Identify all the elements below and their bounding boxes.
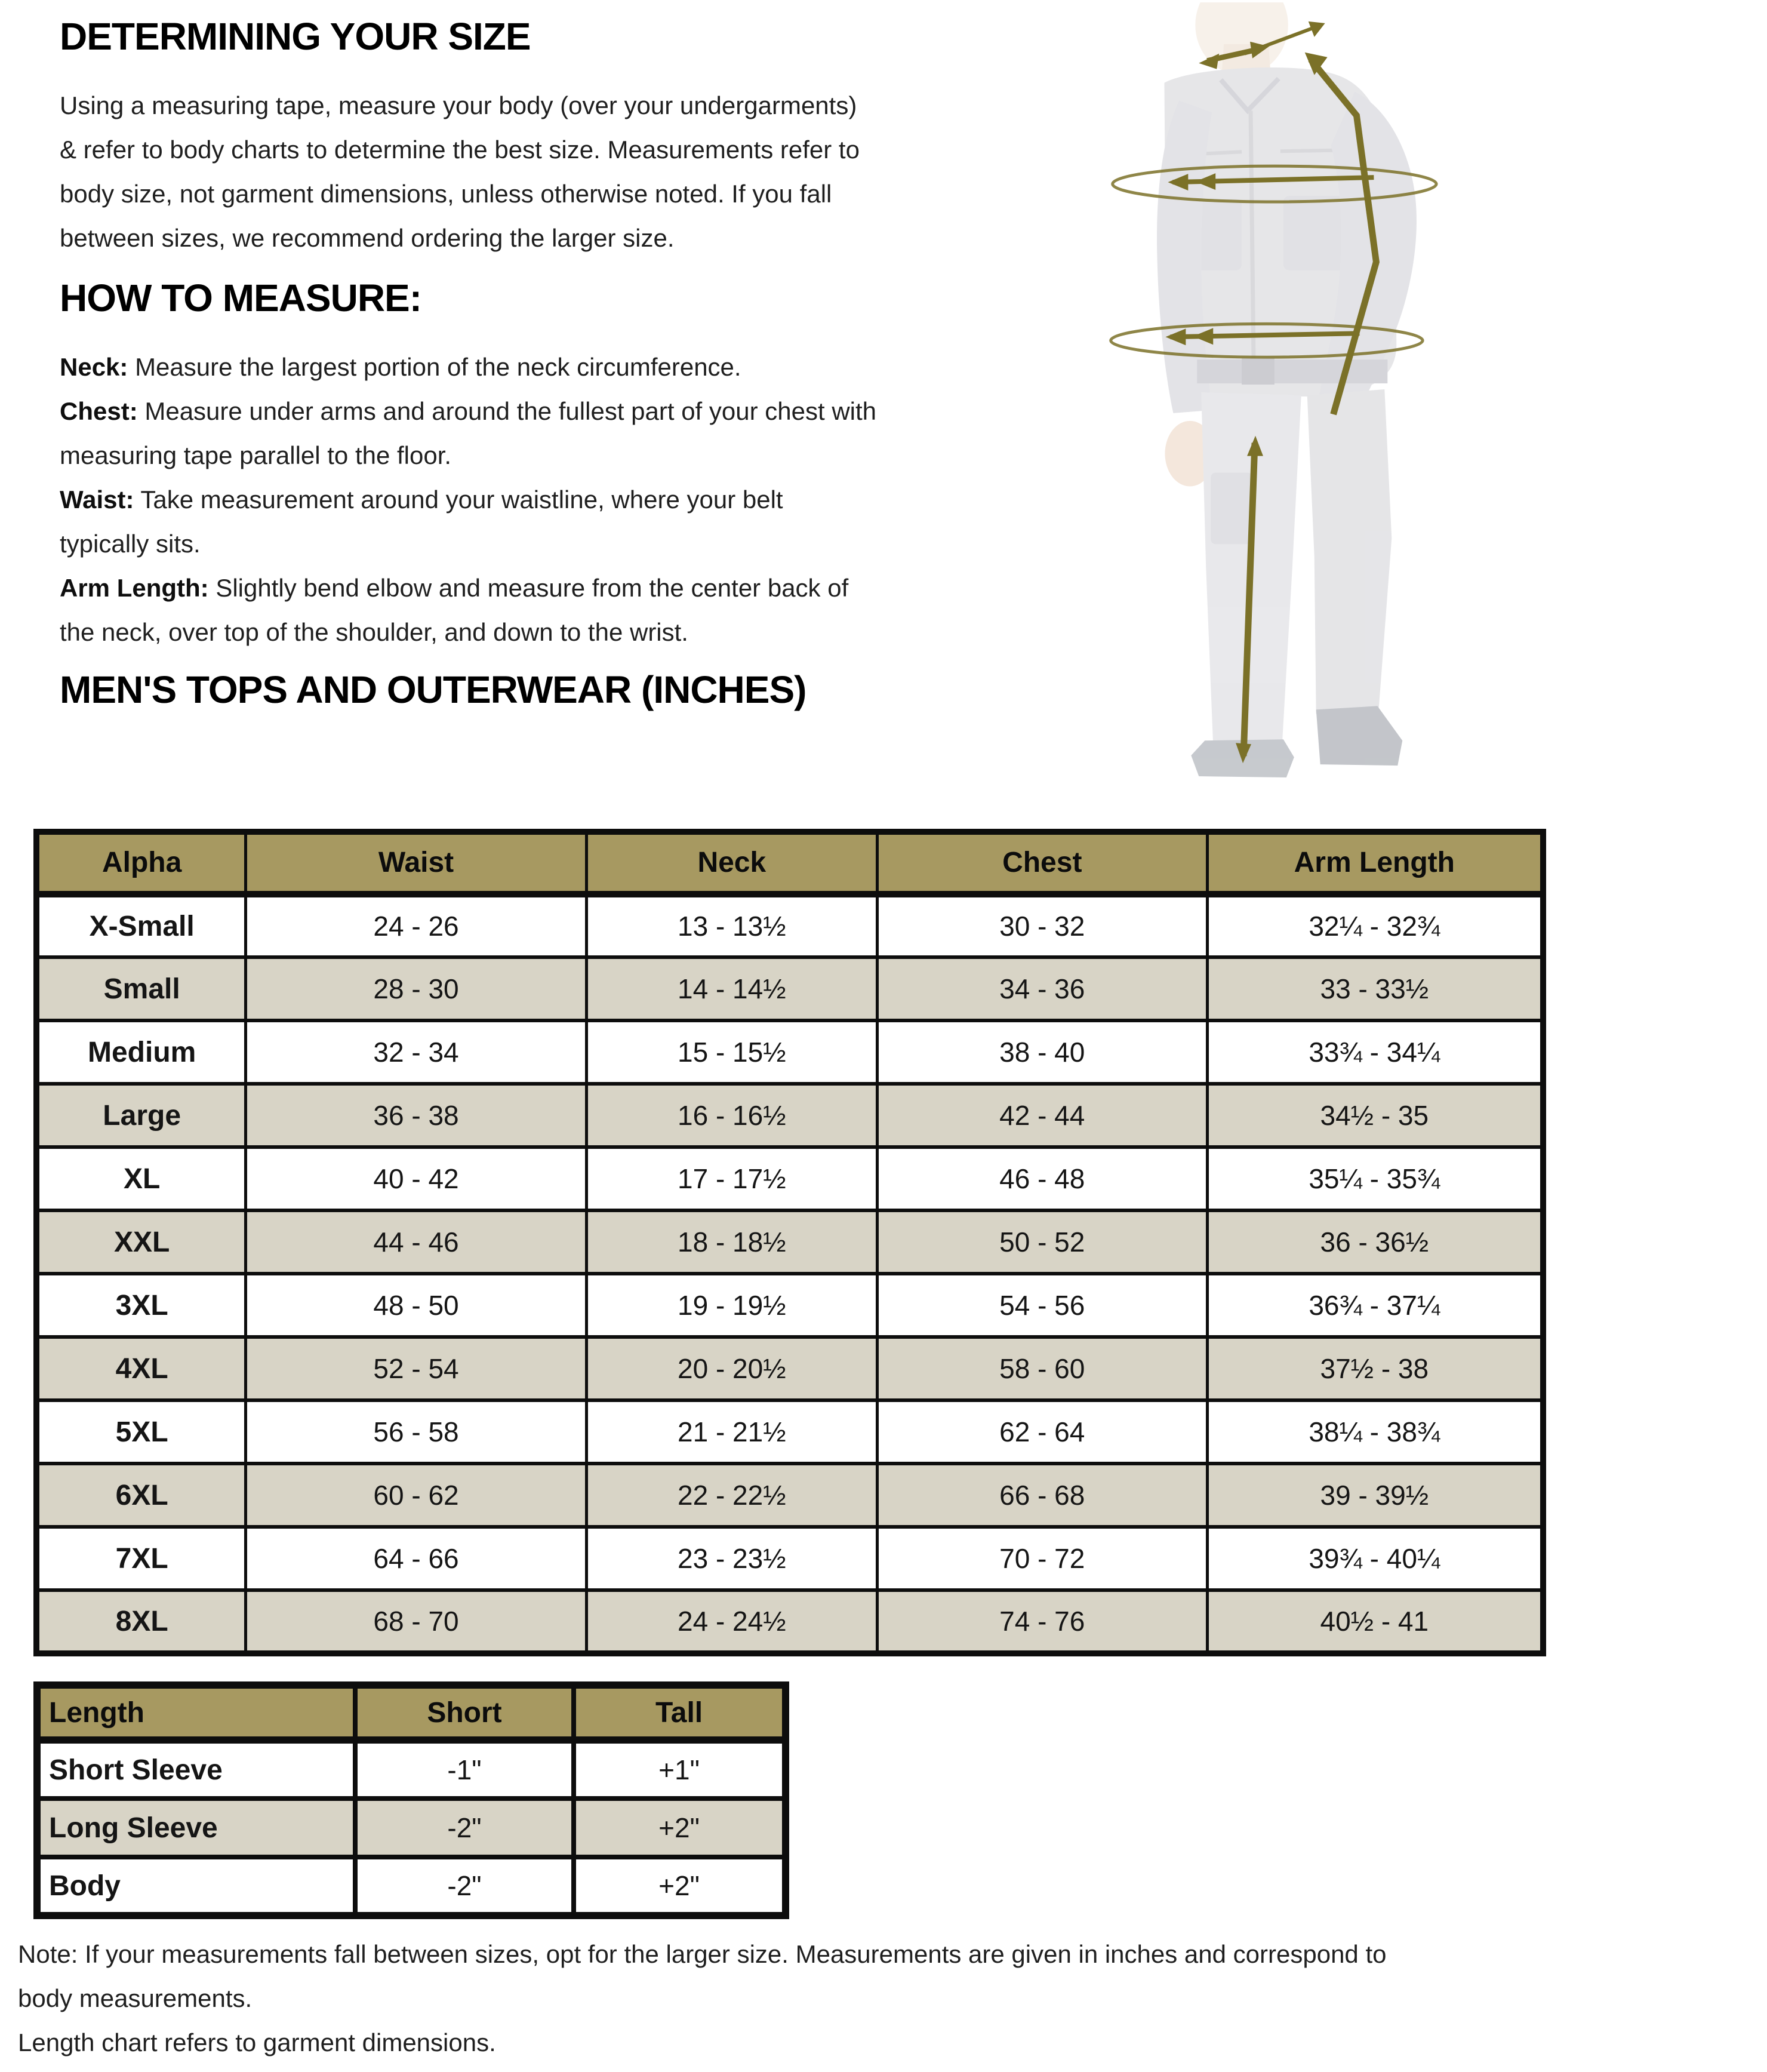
value-cell: 44 - 46 — [246, 1210, 586, 1274]
value-cell: 30 - 32 — [877, 894, 1207, 957]
value-cell: 38¼ - 38¾ — [1207, 1400, 1543, 1464]
value-cell: 14 - 14½ — [586, 957, 877, 1020]
value-cell: 39 - 39½ — [1207, 1464, 1543, 1527]
bottom-note — [18, 1932, 1387, 2065]
column-header: Neck — [586, 832, 877, 894]
value-cell: 24 - 24½ — [586, 1590, 877, 1653]
column-header: Waist — [246, 832, 586, 894]
value-cell: 20 - 20½ — [586, 1337, 877, 1400]
how-to-measure-title: HOW TO MEASURE: — [60, 276, 422, 319]
length-adjustment-table — [33, 1681, 789, 1919]
value-cell: 39¾ - 40¼ — [1207, 1527, 1543, 1590]
value-cell: +1" — [574, 1740, 786, 1799]
text-line: & refer to body charts to determine the best size. Measurements refer to — [60, 136, 860, 164]
text-line: Waist: Take measurement around your waistline, where your belt — [60, 485, 783, 514]
table-row — [36, 1084, 1543, 1147]
page-title: DETERMINING YOUR SIZE — [60, 15, 531, 58]
value-cell: 36¾ - 37¼ — [1207, 1274, 1543, 1337]
value-cell: 28 - 30 — [246, 957, 586, 1020]
column-header: Arm Length — [1207, 832, 1543, 894]
table-row — [36, 957, 1543, 1020]
value-cell: 34½ - 35 — [1207, 1084, 1543, 1147]
row-label-cell: 8XL — [36, 1590, 246, 1653]
row-label-cell: 3XL — [36, 1274, 246, 1337]
value-cell: 21 - 21½ — [586, 1400, 877, 1464]
table-row — [36, 1464, 1543, 1527]
text-line: body size, not garment dimensions, unless otherwise noted. If you fall — [60, 180, 832, 208]
row-label-cell: Long Sleeve — [37, 1799, 355, 1857]
value-cell: 64 - 66 — [246, 1527, 586, 1590]
table-row — [36, 1400, 1543, 1464]
value-cell: 52 - 54 — [246, 1337, 586, 1400]
table-row — [37, 1799, 786, 1857]
value-cell: 22 - 22½ — [586, 1464, 877, 1527]
value-cell: 40 - 42 — [246, 1147, 586, 1210]
value-cell: 46 - 48 — [877, 1147, 1207, 1210]
row-label-cell: 7XL — [36, 1527, 246, 1590]
text-line: Neck: Measure the largest portion of the neck circumference. — [60, 353, 741, 381]
mannequin-silhouette — [1157, 2, 1417, 777]
value-cell: 15 - 15½ — [586, 1020, 877, 1084]
row-label-cell: XL — [36, 1147, 246, 1210]
value-cell: 34 - 36 — [877, 957, 1207, 1020]
mens-tops-size-table — [33, 829, 1546, 1656]
value-cell: -2" — [355, 1799, 574, 1857]
text-line: Note: If your measurements fall between sizes, opt for the larger size. Measurements are given in inches and correspond to — [18, 1940, 1387, 1968]
text-line: body measurements. — [18, 1984, 253, 2012]
table-row — [36, 894, 1543, 957]
column-header: Short — [355, 1685, 574, 1740]
value-cell: 32¼ - 32¾ — [1207, 894, 1543, 957]
row-label-cell: Short Sleeve — [37, 1740, 355, 1799]
value-cell: 48 - 50 — [246, 1274, 586, 1337]
row-label-cell: Body — [37, 1857, 355, 1916]
value-cell: 56 - 58 — [246, 1400, 586, 1464]
text-line: the neck, over top of the shoulder, and down to the wrist. — [60, 618, 688, 646]
value-cell: 18 - 18½ — [586, 1210, 877, 1274]
row-label-cell: Small — [36, 957, 246, 1020]
value-cell: 70 - 72 — [877, 1527, 1207, 1590]
row-label-cell: XXL — [36, 1210, 246, 1274]
row-label-cell: 5XL — [36, 1400, 246, 1464]
value-cell: +2" — [574, 1799, 786, 1857]
value-cell: -2" — [355, 1857, 574, 1916]
value-cell: 13 - 13½ — [586, 894, 877, 957]
table-row — [36, 1147, 1543, 1210]
row-label-cell: 6XL — [36, 1464, 246, 1527]
measurement-figure-image — [1045, 2, 1463, 782]
value-cell: 60 - 62 — [246, 1464, 586, 1527]
text-line: Using a measuring tape, measure your body (over your undergarments) — [60, 91, 857, 119]
value-cell: 66 - 68 — [877, 1464, 1207, 1527]
text-line: Arm Length: Slightly bend elbow and measure from the center back of — [60, 574, 849, 602]
length-table-body — [37, 1740, 786, 1916]
value-cell: 16 - 16½ — [586, 1084, 877, 1147]
determining-size-paragraph — [60, 84, 860, 260]
table-row — [36, 1210, 1543, 1274]
table-row — [36, 1274, 1543, 1337]
mens-tops-title: MEN'S TOPS AND OUTERWEAR (INCHES) — [60, 668, 806, 711]
value-cell: 33 - 33½ — [1207, 957, 1543, 1020]
value-cell: +2" — [574, 1857, 786, 1916]
value-cell: 62 - 64 — [877, 1400, 1207, 1464]
table-row — [36, 1590, 1543, 1653]
column-header: Tall — [574, 1685, 786, 1740]
value-cell: -1" — [355, 1740, 574, 1799]
value-cell: 32 - 34 — [246, 1020, 586, 1084]
value-cell: 19 - 19½ — [586, 1274, 877, 1337]
table-row — [36, 1337, 1543, 1400]
value-cell: 36 - 38 — [246, 1084, 586, 1147]
row-label-cell: Large — [36, 1084, 246, 1147]
value-cell: 40½ - 41 — [1207, 1590, 1543, 1653]
value-cell: 24 - 26 — [246, 894, 586, 957]
value-cell: 42 - 44 — [877, 1084, 1207, 1147]
table-row — [36, 1527, 1543, 1590]
table-row — [36, 1020, 1543, 1084]
text-line: measuring tape parallel to the floor. — [60, 441, 452, 469]
value-cell: 17 - 17½ — [586, 1147, 877, 1210]
value-cell: 37½ - 38 — [1207, 1337, 1543, 1400]
value-cell: 54 - 56 — [877, 1274, 1207, 1337]
text-line: Chest: Measure under arms and around the fullest part of your chest with — [60, 397, 877, 425]
text-line: between sizes, we recommend ordering the larger size. — [60, 224, 675, 252]
size-table-body — [36, 894, 1543, 1653]
value-cell: 36 - 36½ — [1207, 1210, 1543, 1274]
table-row — [37, 1857, 786, 1916]
table-row — [37, 1740, 786, 1799]
text-line: typically sits. — [60, 530, 201, 558]
row-label-cell: 4XL — [36, 1337, 246, 1400]
text-line: Length chart refers to garment dimensions. — [18, 2028, 496, 2056]
value-cell: 35¼ - 35¾ — [1207, 1147, 1543, 1210]
value-cell: 23 - 23½ — [586, 1527, 877, 1590]
length-table-header-row — [37, 1685, 786, 1740]
value-cell: 58 - 60 — [877, 1337, 1207, 1400]
how-to-measure-list — [60, 345, 876, 654]
row-label-cell: X-Small — [36, 894, 246, 957]
row-label-cell: Medium — [36, 1020, 246, 1084]
column-header: Alpha — [36, 832, 246, 894]
value-cell: 68 - 70 — [246, 1590, 586, 1653]
column-header: Length — [37, 1685, 355, 1740]
column-header: Chest — [877, 832, 1207, 894]
size-table-header-row — [36, 832, 1543, 894]
value-cell: 74 - 76 — [877, 1590, 1207, 1653]
value-cell: 33¾ - 34¼ — [1207, 1020, 1543, 1084]
value-cell: 50 - 52 — [877, 1210, 1207, 1274]
value-cell: 38 - 40 — [877, 1020, 1207, 1084]
